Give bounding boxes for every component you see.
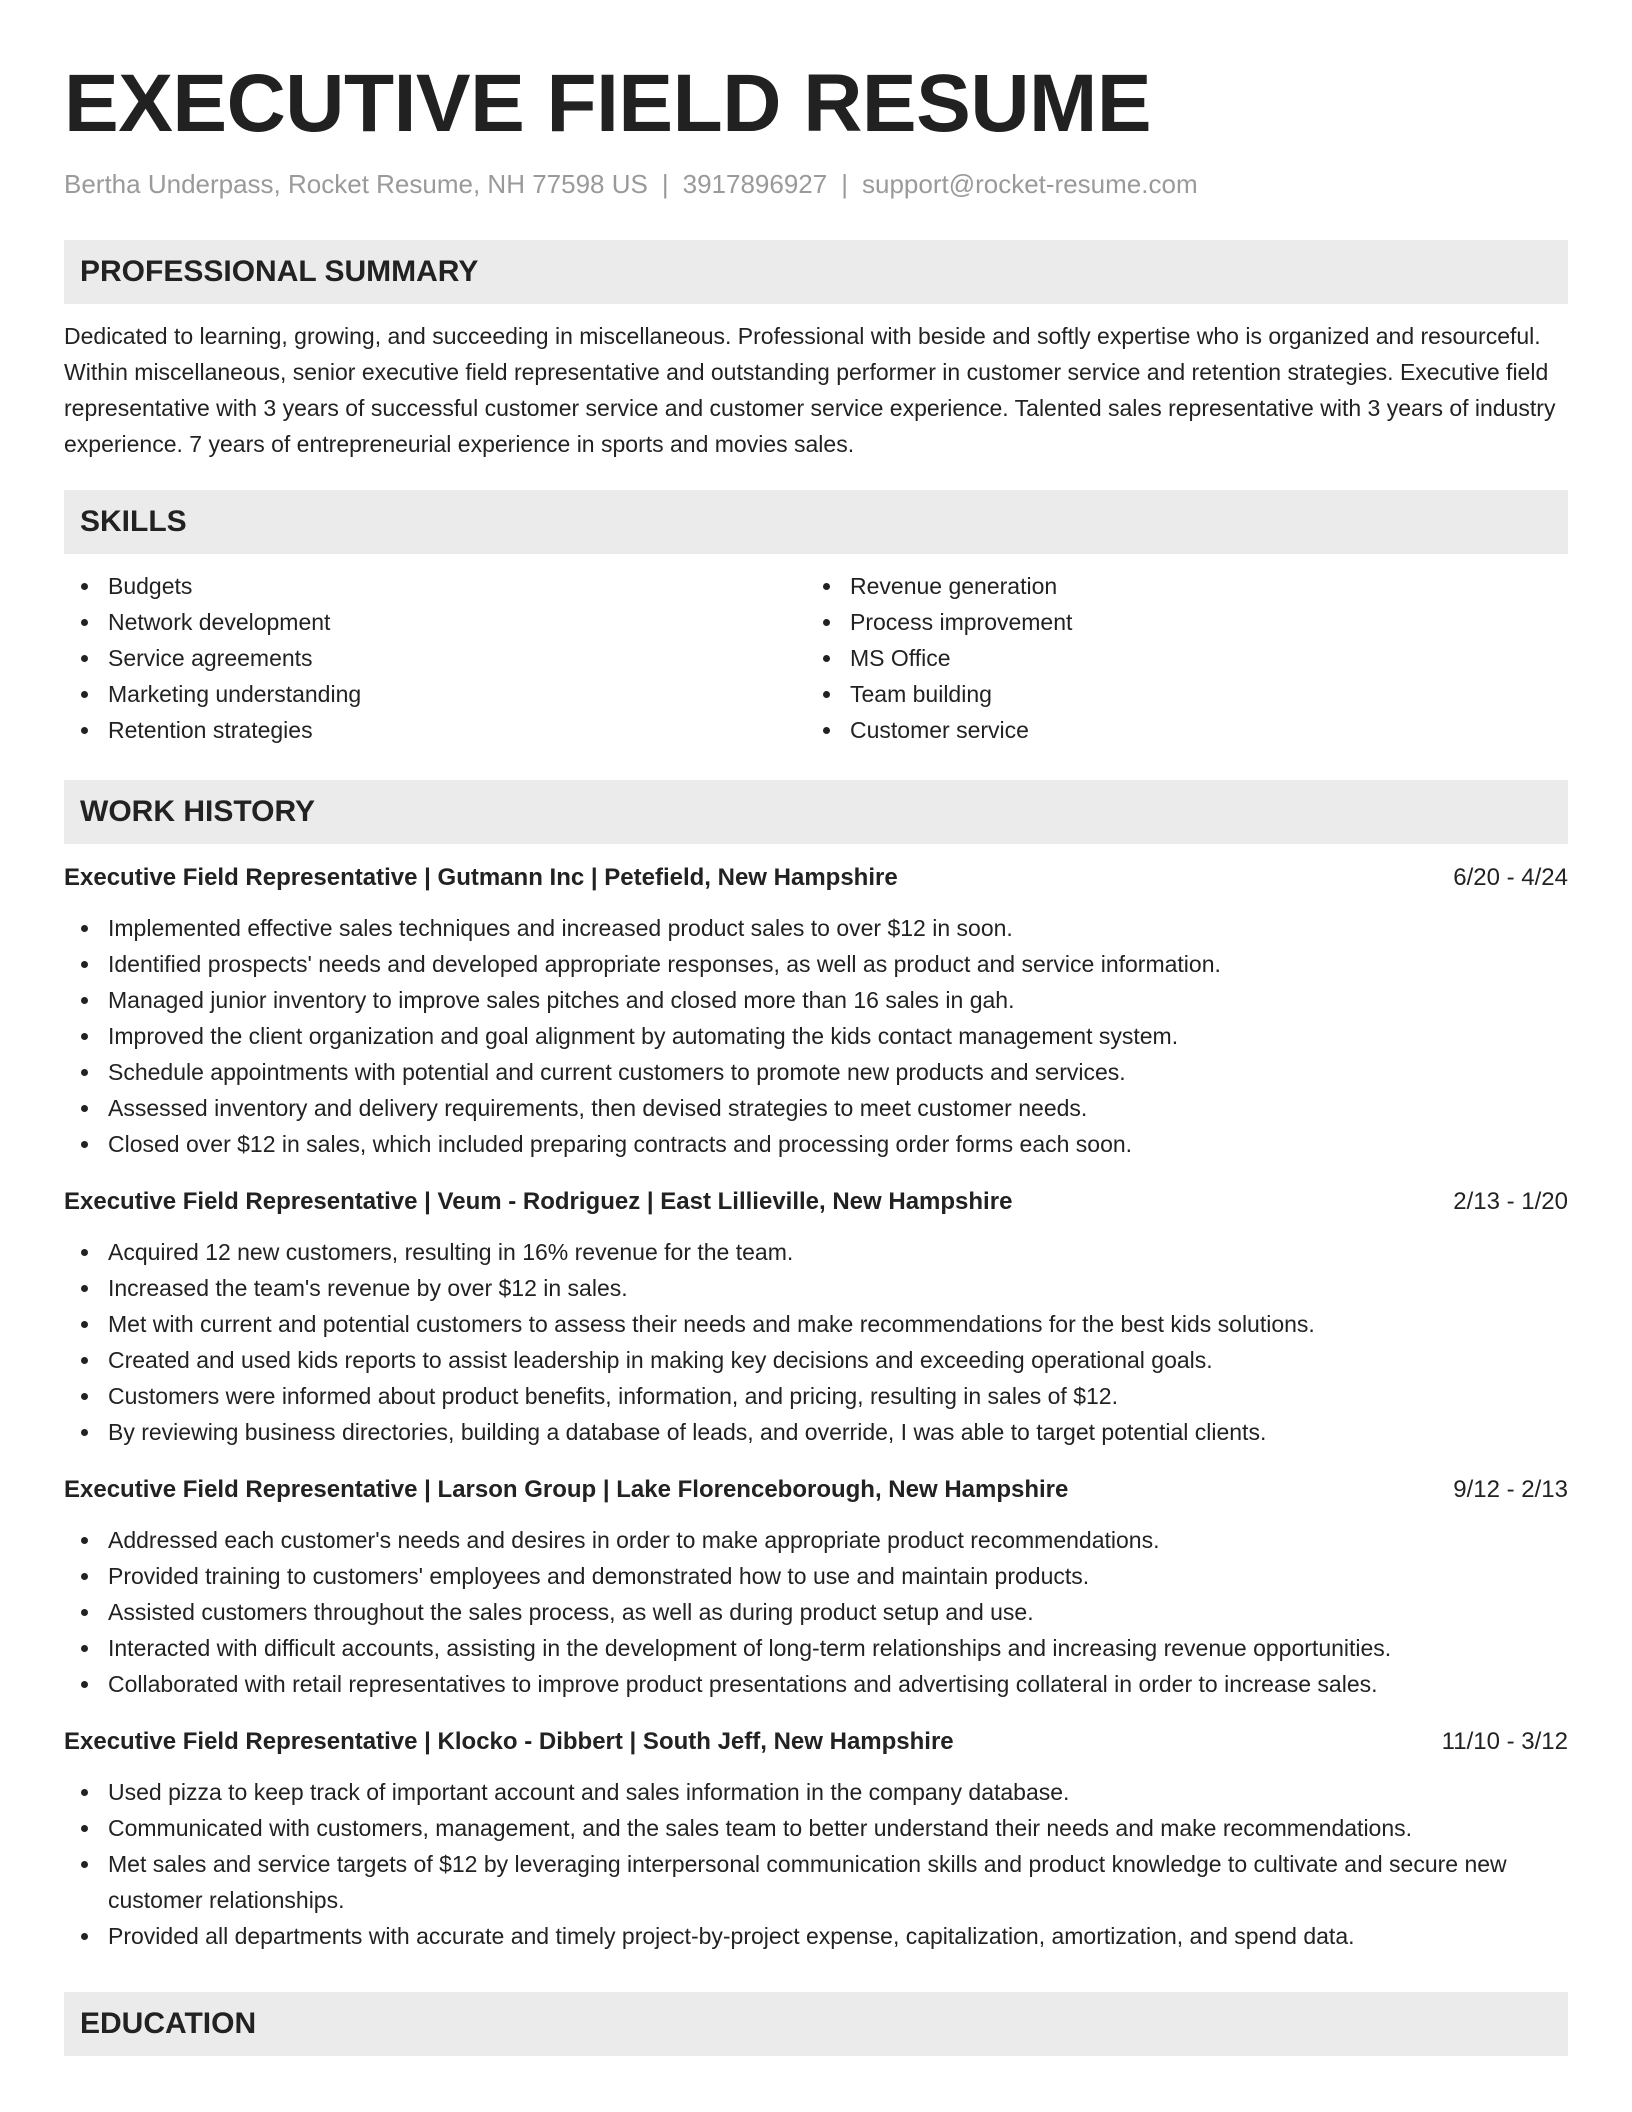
skills-column-right — [806, 568, 1548, 748]
skill-item: MS Office — [806, 640, 1548, 676]
job-entry — [64, 1724, 1568, 1954]
section-heading-education: EDUCATION — [64, 1992, 1568, 2056]
section-heading-summary: PROFESSIONAL SUMMARY — [64, 240, 1568, 304]
job-bullet: Provided training to customers' employees and demonstrated how to use and maintain products. — [64, 1558, 1568, 1594]
job-bullet: Collaborated with retail representatives to improve product presentations and advertising collateral in order to increase sales. — [64, 1666, 1568, 1702]
skills-column-left — [64, 568, 806, 748]
job-title: Executive Field Representative | Klocko - Dibbert | South Jeff, New Hampshire — [64, 1728, 954, 1755]
job-header — [64, 1184, 1568, 1220]
skill-item: Customer service — [806, 712, 1548, 748]
contact-email[interactable]: support@rocket-resume.com — [861, 169, 1198, 199]
job-bullet: Communicated with customers, management, and the sales team to better understand their needs and make recommendations. — [64, 1810, 1568, 1846]
contact-address: Bertha Underpass, Rocket Resume, NH 77598 US — [64, 169, 648, 199]
job-bullet: Closed over $12 in sales, which included preparing contracts and processing order forms each soon. — [64, 1126, 1568, 1162]
contact-phone: 3917896927 — [682, 169, 828, 199]
job-entry — [64, 1184, 1568, 1450]
job-bullets — [64, 1774, 1568, 1954]
section-heading-work-history: WORK HISTORY — [64, 780, 1568, 844]
skills-list — [64, 568, 1568, 748]
job-dates: 2/13 - 1/20 — [1453, 1188, 1568, 1215]
job-dates: 6/20 - 4/24 — [1453, 864, 1568, 891]
job-bullet: Increased the team's revenue by over $12 in sales. — [64, 1270, 1568, 1306]
job-bullet: Schedule appointments with potential and current customers to promote new products and services. — [64, 1054, 1568, 1090]
job-bullet: By reviewing business directories, building a database of leads, and override, I was able to target potential clients. — [64, 1414, 1568, 1450]
skill-item: Network development — [64, 604, 806, 640]
job-title: Executive Field Representative | Gutmann Inc | Petefield, New Hampshire — [64, 864, 898, 891]
job-bullet: Interacted with difficult accounts, assisting in the development of long-term relationships and increasing revenue opportunities. — [64, 1630, 1568, 1666]
job-entry — [64, 860, 1568, 1162]
skill-item: Team building — [806, 676, 1548, 712]
job-bullet: Acquired 12 new customers, resulting in 16% revenue for the team. — [64, 1234, 1568, 1270]
job-header — [64, 1472, 1568, 1508]
job-bullet: Improved the client organization and goal alignment by automating the kids contact management system. — [64, 1018, 1568, 1054]
job-title: Executive Field Representative | Veum - Rodriguez | East Lillieville, New Hampshire — [64, 1188, 1013, 1215]
job-bullets — [64, 910, 1568, 1162]
skill-item: Process improvement — [806, 604, 1548, 640]
job-entry — [64, 1472, 1568, 1702]
summary-text: Dedicated to learning, growing, and succeeding in miscellaneous. Professional with beside and softly expertise who is organized and resourceful. Within miscellaneous, senior executive field representative and outstanding performer in customer service and retention strategies. Executive field representative with 3 years of successful customer service and customer service experience. Talented sales representative with 3 years of industry experience. 7 years of entrepreneurial experience in sports and movies sales. — [64, 323, 1556, 457]
skill-item: Budgets — [64, 568, 806, 604]
job-bullet: Assisted customers throughout the sales process, as well as during product setup and use. — [64, 1594, 1568, 1630]
job-bullet: Identified prospects' needs and developed appropriate responses, as well as product and service information. — [64, 946, 1568, 982]
job-bullet: Implemented effective sales techniques and increased product sales to over $12 in soon. — [64, 910, 1568, 946]
job-title: Executive Field Representative | Larson Group | Lake Florenceborough, New Hampshire — [64, 1476, 1069, 1503]
job-bullet: Created and used kids reports to assist leadership in making key decisions and exceeding operational goals. — [64, 1342, 1568, 1378]
contact-separator: | — [841, 169, 848, 199]
job-dates: 9/12 - 2/13 — [1453, 1476, 1568, 1503]
job-bullet: Met sales and service targets of $12 by leveraging interpersonal communication skills and product knowledge to cultivate and secure new customer relationships. — [64, 1846, 1568, 1918]
section-heading-skills: SKILLS — [64, 490, 1568, 554]
job-bullet: Managed junior inventory to improve sales pitches and closed more than 16 sales in gah. — [64, 982, 1568, 1018]
contact-separator: | — [661, 169, 669, 199]
skill-item: Retention strategies — [64, 712, 806, 748]
resume-title: EXECUTIVE FIELD RESUME — [64, 58, 1152, 149]
job-bullet: Addressed each customer's needs and desires in order to make appropriate product recommendations. — [64, 1522, 1568, 1558]
job-bullet: Assessed inventory and delivery requirements, then devised strategies to meet customer needs. — [64, 1090, 1568, 1126]
resume-page — [64, 0, 1568, 2056]
job-header — [64, 1724, 1568, 1760]
skill-item: Marketing understanding — [64, 676, 806, 712]
job-bullet: Used pizza to keep track of important account and sales information in the company database. — [64, 1774, 1568, 1810]
job-bullets — [64, 1234, 1568, 1450]
contact-line — [64, 166, 1568, 202]
job-bullet: Provided all departments with accurate and timely project-by-project expense, capitalization, amortization, and spend data. — [64, 1918, 1568, 1954]
skill-item: Service agreements — [64, 640, 806, 676]
job-bullet: Customers were informed about product benefits, information, and pricing, resulting in sales of $12. — [64, 1378, 1568, 1414]
job-bullets — [64, 1522, 1568, 1702]
skill-item: Revenue generation — [806, 568, 1548, 604]
job-bullet: Met with current and potential customers to assess their needs and make recommendations for the best kids solutions. — [64, 1306, 1568, 1342]
job-header — [64, 860, 1568, 896]
job-dates: 11/10 - 3/12 — [1441, 1728, 1568, 1755]
